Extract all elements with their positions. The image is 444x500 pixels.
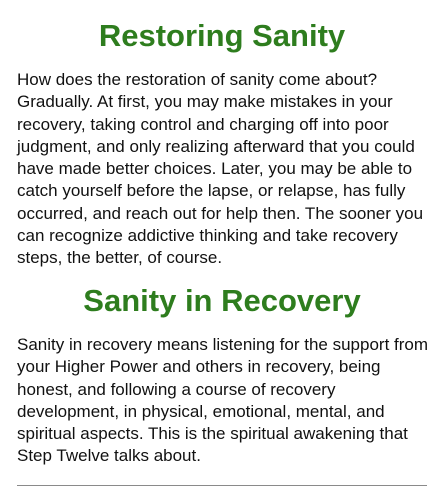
- section-title-restoring-sanity: Restoring Sanity: [98, 18, 346, 53]
- section-title-sanity-in-recovery: Sanity in Recovery: [83, 283, 361, 318]
- section-body-sanity-in-recovery: Sanity in recovery means listening for the support from your Higher Power and others in recovery, being honest, and following a course of recovery development, in physical, emotional, mental, and spiritual aspects. This is the spiritual awakening that Step Twelve talks about.: [17, 335, 429, 466]
- section-body-restoring-sanity: How does the restoration of sanity come about? Gradually. At first, you may make mistakes in your recovery, taking control and charging off into poor judgment, and only realizing afterward that you could have made better choices. Later, you may be able to catch yourself before the lapse, or relapse, has fully occurred, and reach out for help then. The sooner you can recognize addictive thinking and take recovery steps, the better, of course.: [17, 70, 424, 268]
- bottom-divider: [17, 485, 427, 486]
